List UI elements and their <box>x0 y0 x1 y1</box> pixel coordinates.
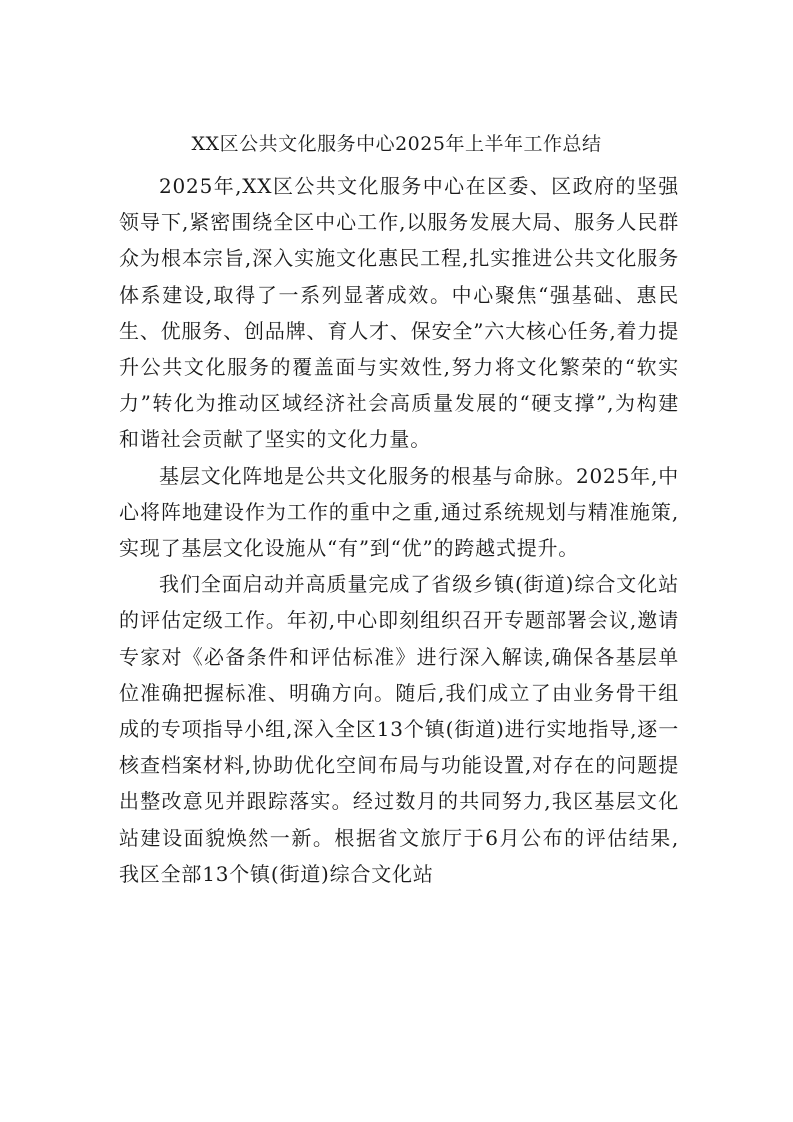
document-body <box>119 168 679 892</box>
document-title: XX区公共文化服务中心2025年上半年工作总结 <box>191 133 602 155</box>
paragraph-intro: 2025年,XX区公共文化服务中心在区委、区政府的坚强领导下,紧密围绕全区中心工作,以服务发展大局、服务人民群众为根本宗旨,深入实施文化惠民工程,扎实推进公共文化服务体系建设,取得了一系列显著成效。中心聚焦“强基础、惠民生、优服务、创品牌、育人才、保安全”六大核心任务,着力提升公共文化服务的覆盖面与实效性,努力将文化繁荣的“软实力”转化为推动区域经济社会高质量发展的“硬支撑”,为构建和谐社会贡献了坚实的文化力量。 <box>119 174 679 452</box>
paragraph-evaluation: 我们全面启动并高质量完成了省级乡镇(街道)综合文化站的评估定级工作。年初,中心即刻组织召开专题部署会议,邀请专家对《必备条件和评估标准》进行深入解读,确保各基层单位准确把握标准、明确方向。随后,我们成立了由业务骨干组成的专项指导小组,深入全区13个镇(街道)进行实地指导,逐一核查档案材料,协助优化空间布局与功能设置,对存在的问题提出整改意见并跟踪落实。经过数月的共同努力,我区基层文化站建设面貌焕然一新。根据省文旅厅于6月公布的评估结果,我区全部13个镇(街道)综合文化站 <box>119 572 679 886</box>
paragraph-grassroots: 基层文化阵地是公共文化服务的根基与命脉。2025年,中心将阵地建设作为工作的重中之重,通过系统规划与精准施策,实现了基层文化设施从“有”到“优”的跨越式提升。 <box>119 463 679 561</box>
